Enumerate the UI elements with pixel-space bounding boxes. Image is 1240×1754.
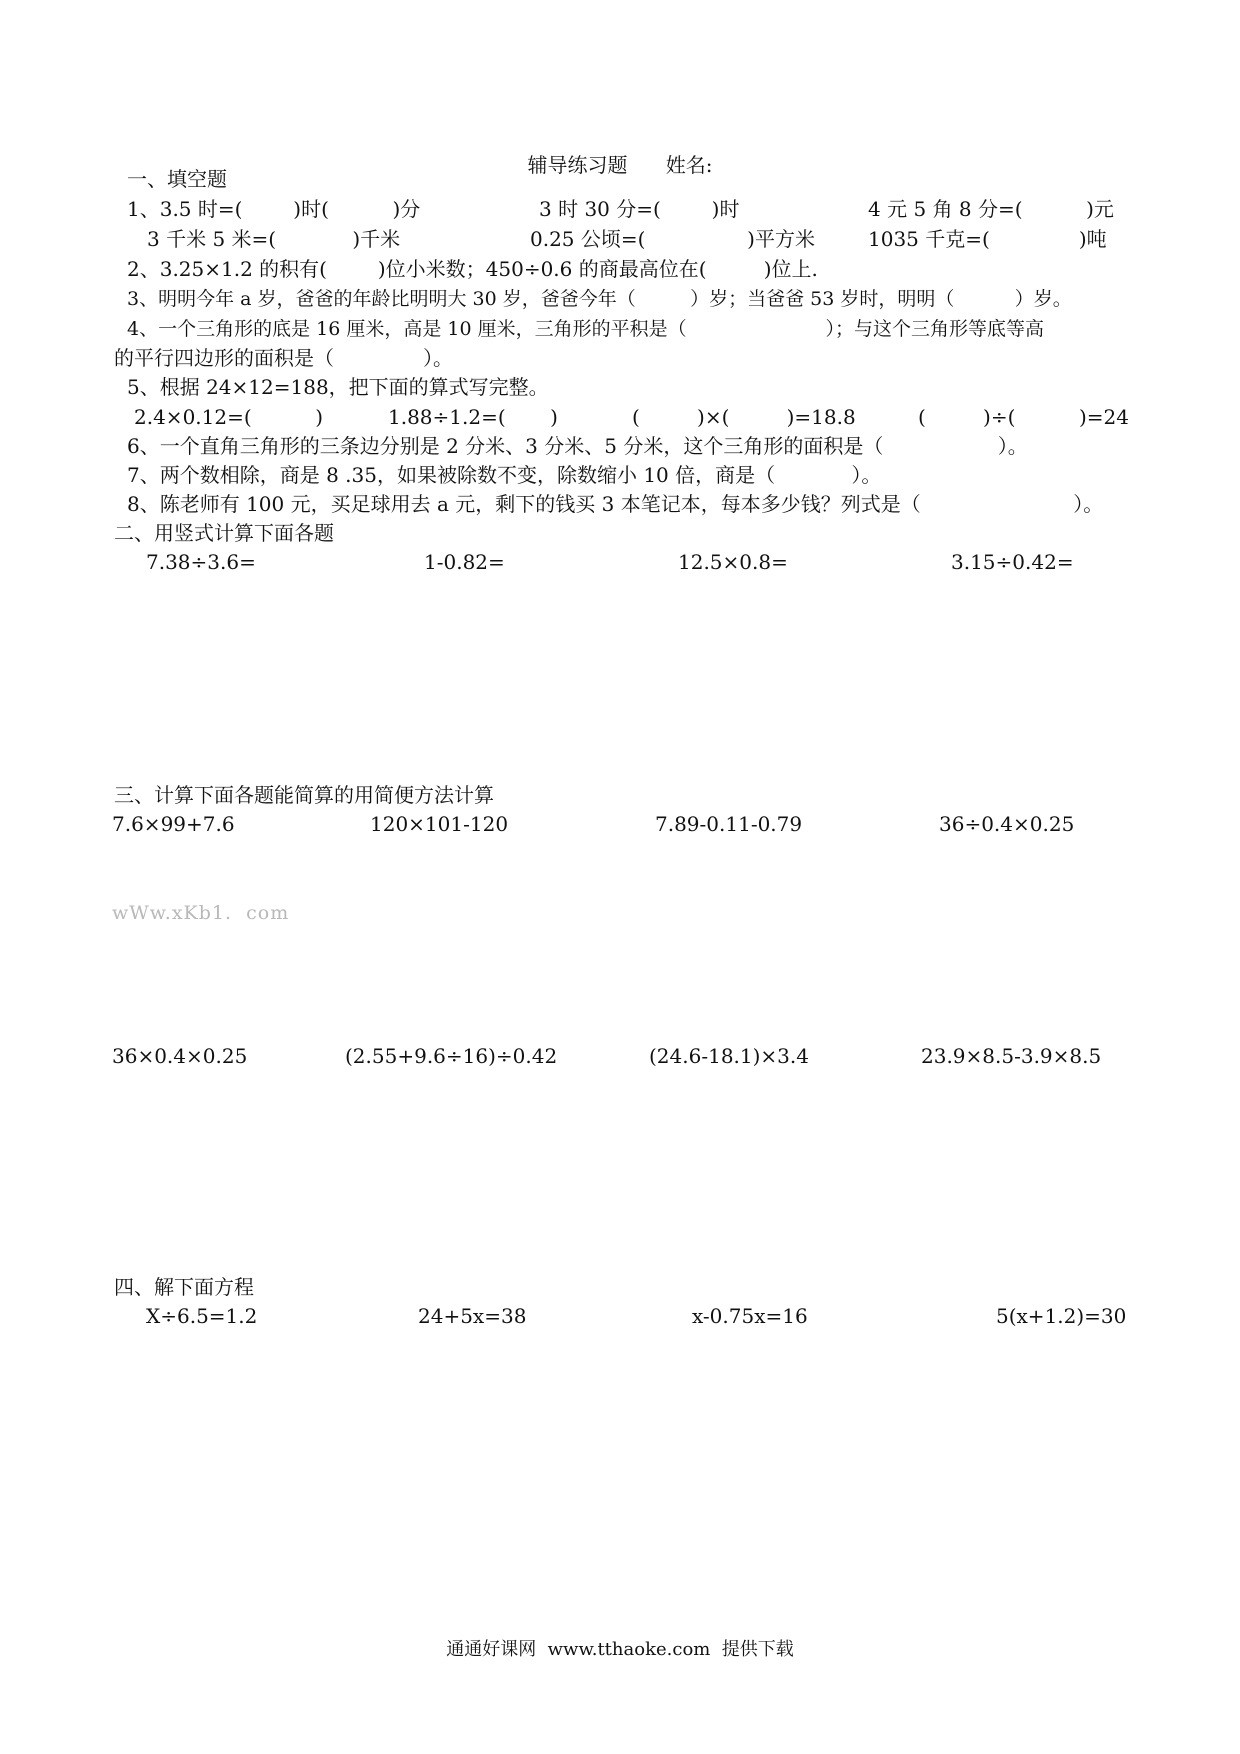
q5-item-c: ( )×( )=18.8: [632, 405, 856, 429]
equation-3: x-0.75x=16: [692, 1304, 808, 1328]
vertical-calc-2: 1-0.82=: [424, 550, 505, 574]
section-4-heading: 四、解下面方程: [114, 1275, 254, 1299]
simplify-calc-5: 36×0.4×0.25: [112, 1044, 248, 1068]
vertical-calc-4: 3.15÷0.42=: [951, 550, 1074, 574]
simplify-calc-4: 36÷0.4×0.25: [939, 812, 1075, 836]
watermark: wWw.xKb1. com: [112, 902, 290, 924]
section-3-heading: 三、计算下面各题能简算的用简便方法计算: [114, 783, 494, 807]
question-5: 5、根据 24×12=188，把下面的算式写完整。: [127, 375, 549, 399]
worksheet-title: 辅导练习题 姓名:: [527, 153, 713, 177]
section-2-heading: 二、用竖式计算下面各题: [114, 521, 334, 545]
simplify-calc-6: (2.55+9.6÷16)÷0.42: [345, 1044, 558, 1068]
question-7: 7、两个数相除，商是 8 .35，如果被除数不变，除数缩小 10 倍，商是（ ）。: [127, 463, 882, 487]
section-1-heading: 一、填空题: [127, 167, 227, 191]
q1-part-c: 4 元 5 角 8 分=( )元: [868, 197, 1114, 221]
q1-part-f: 1035 千克=( )吨: [868, 227, 1107, 251]
footer-credit: 通通好课网 www.tthaoke.com 提供下载: [446, 1639, 794, 1660]
equation-1: X÷6.5=1.2: [146, 1304, 258, 1328]
equation-4: 5(x+1.2)=30: [996, 1304, 1127, 1328]
simplify-calc-7: (24.6-18.1)×3.4: [649, 1044, 809, 1068]
simplify-calc-8: 23.9×8.5-3.9×8.5: [921, 1044, 1102, 1068]
q5-item-d: ( )÷( )=24: [918, 405, 1129, 429]
vertical-calc-1: 7.38÷3.6=: [146, 550, 256, 574]
simplify-calc-3: 7.89-0.11-0.79: [655, 812, 803, 836]
q1-part-b: 3 时 30 分=( )时: [539, 197, 740, 221]
question-3: 3、明明今年 a 岁，爸爸的年龄比明明大 30 岁，爸爸今年（ ）岁；当爸爸 53 岁时，明明（ ）岁。: [127, 288, 1072, 310]
question-6: 6、一个直角三角形的三条边分别是 2 分米、3 分米、5 分米，这个三角形的面积是（ ）。: [127, 434, 1028, 458]
vertical-calc-3: 12.5×0.8=: [678, 550, 788, 574]
question-4-line-1: 4、一个三角形的底是 16 厘米，高是 10 厘米，三角形的平积是（ ）；与这个三角形等底等高: [127, 318, 1045, 340]
question-4-line-2: 的平行四边形的面积是（ ）。: [114, 346, 454, 370]
simplify-calc-2: 120×101-120: [370, 812, 509, 836]
question-8: 8、陈老师有 100 元，买足球用去 a 元，剩下的钱买 3 本笔记本，每本多少钱？列式是（ ）。: [127, 492, 1104, 516]
equation-2: 24+5x=38: [418, 1304, 527, 1328]
q1-part-d: 3 千米 5 米=( )千米: [147, 227, 401, 251]
simplify-calc-1: 7.6×99+7.6: [112, 812, 235, 836]
q5-item-a: 2.4×0.12=( ): [134, 405, 324, 429]
q5-item-b: 1.88÷1.2=( ): [388, 405, 558, 429]
q1-part-a: 1、3.5 时=( )时( )分: [127, 197, 421, 221]
q1-part-e: 0.25 公顷=( )平方米: [530, 227, 815, 251]
question-2: 2、3.25×1.2 的积有( )位小米数；450÷0.6 的商最高位在( )位上.: [127, 257, 818, 281]
